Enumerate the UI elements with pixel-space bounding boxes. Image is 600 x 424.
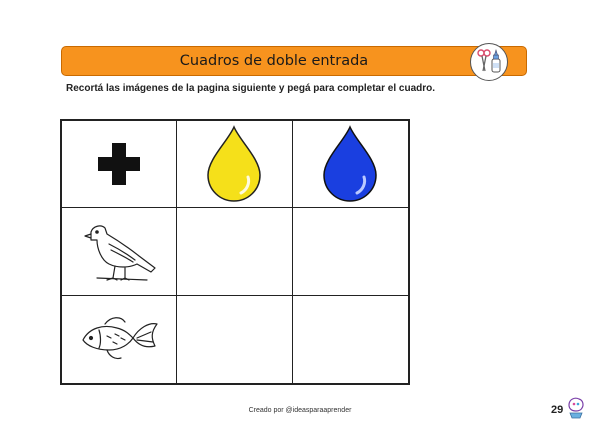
ideas-para-aprender-logo-icon bbox=[565, 395, 587, 419]
page-number: 29 bbox=[551, 404, 564, 416]
yellow-drop-icon bbox=[204, 125, 264, 203]
instruction-text: Recortá las imágenes de la pagina siguiente y pegá para completar el cuadro. bbox=[66, 83, 436, 94]
empty-cell-bird-yellow[interactable] bbox=[177, 208, 292, 295]
empty-cell-bird-blue[interactable] bbox=[293, 208, 408, 295]
row-header-fish bbox=[62, 296, 177, 383]
empty-cell-fish-blue[interactable] bbox=[293, 296, 408, 383]
blue-drop-icon bbox=[320, 125, 380, 203]
header-bar bbox=[61, 46, 527, 76]
corner-header-cell bbox=[62, 121, 177, 208]
column-header-blue bbox=[293, 121, 408, 208]
plus-sign-icon bbox=[96, 141, 142, 187]
empty-cell-fish-yellow[interactable] bbox=[177, 296, 292, 383]
column-header-yellow bbox=[177, 121, 292, 208]
bird-outline-icon bbox=[77, 218, 161, 284]
fish-outline-icon bbox=[77, 314, 161, 364]
double-entry-table bbox=[60, 119, 410, 385]
scissors-and-glue-icon bbox=[470, 43, 508, 81]
row-header-bird bbox=[62, 208, 177, 295]
page-title: Cuadros de doble entrada bbox=[179, 53, 369, 69]
footer-credit: Creado por @ideasparaaprender bbox=[248, 407, 352, 414]
